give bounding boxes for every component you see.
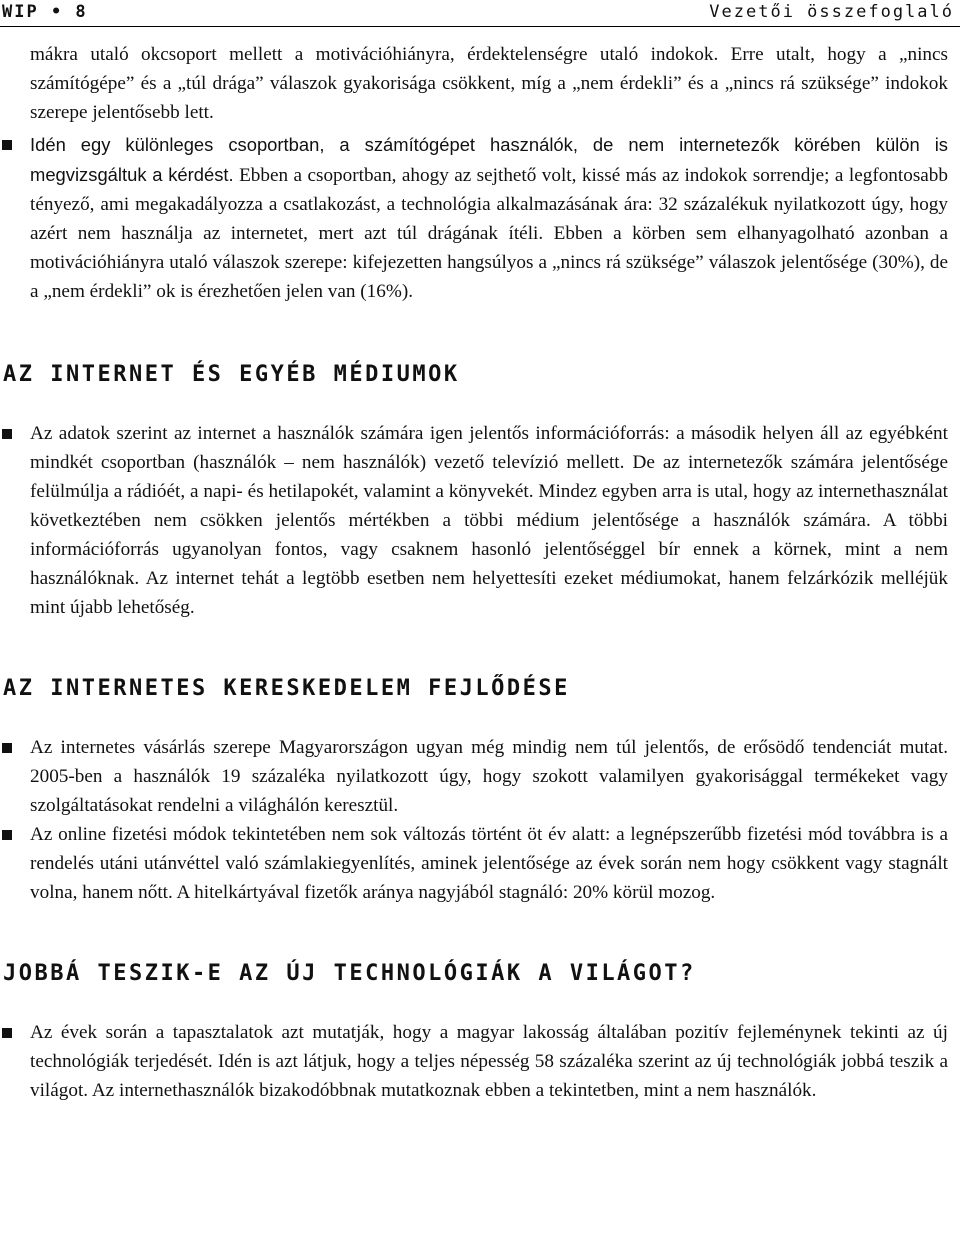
page-body: [3, 40, 948, 1105]
section2-bullet-1: [30, 733, 948, 820]
running-header: [0, 0, 960, 27]
bullet-text: Az adatok szerint az internet a használók számára igen jelentős információforrás: a második helyen áll az egyébként mindkét csoportban (használók – nem használók) vezető televízió mellett. De az internetezők számára jelentősége felülmúlja a rádióét, a napi- és hetilapokét, valamint a könyvekét. Mindez egyben arra is utal, hogy az internethasználat következtében nem csökken jelentős mértékben a többi médium jelentősége a használók számára. A többi információforrás ugyanolyan fontos, vagy csaknem hasonló jelentőséggel bír ennek a körnek, mint a nem használóknak. Az internet tehát a legtöbb esetben nem helyettesíti ezeket médiumokat, hanem felzárkózik melléjük mint újabb lehetőség.: [30, 423, 948, 618]
bullet-text: Az internetes vásárlás szerepe Magyarországon ugyan még mindig nem túl jelentős, de erősödő tendenciát mutat. 2005-ben a használók 19 százaléka nyilatkozott úgy, hogy szokott valamilyen gyakorisággal termékeket vagy szolgáltatásokat rendelni a világhálón keresztül.: [30, 737, 948, 816]
chapter-title-label: Vezetői összefoglaló: [709, 2, 954, 22]
section-title-internet-media: AZ INTERNET ÉS EGYÉB MÉDIUMOK: [3, 362, 460, 387]
bullet-serif-text: Ebben a csoportban, ahogy az sejthető volt, kissé más az indokok sorrendje; a legfontosabb tényező, ami megakadályozza a csatlakozást, a technológia alkalmazásának ára: 32 százalékuk nyilatkozott úgy, hogy azért nem használja az internetet, mert azt túl drágának ítéli. Ebben a körben sem elhanyagolható azonban a motivációhiányra utaló válaszok szerepe: kifejezetten hangsúlyos a „nincs rá szüksége” válaszok jelentősége (30%), de a „nem érdekli” ok is érezhetően jelen van (16%).: [30, 165, 948, 302]
bullet-sans-text: Idén egy különleges csoportban, a számítógépet használók, de nem internetezők körében külön is megvizsgáltuk a kérdést.: [30, 134, 948, 185]
square-bullet-icon: [2, 830, 12, 840]
intro-bullet: [30, 130, 948, 306]
square-bullet-icon: [2, 429, 12, 439]
bullet-text: Az online fizetési módok tekintetében nem sok változás történt öt év alatt: a legnépszerűbb fizetési mód továbbra is a rendelés utáni utánvéttel való számlakiegyenlítés, aminek jelentősége az évek során nem hogy csökkent vagy stagnált volna, hanem nőtt. A hitelkártyával fizetők aránya nagyjából stagnáló: 20% körül mozog.: [30, 824, 948, 903]
section2-bullet-2: [30, 820, 948, 907]
square-bullet-icon: [2, 140, 12, 150]
square-bullet-icon: [2, 1028, 12, 1038]
intro-paragraph: mákra utaló okcsoport mellett a motivációhiányra, érdektelenségre utaló indokok. Erre utalt, hogy a „nincs számítógépe” és a „túl drága” válaszok gyakorisága csökkent, míg a „nem érdekli” és a „nincs rá szüksége” indokok szerepe jelentősebb lett.: [30, 44, 948, 123]
section-title-new-technologies: JOBBÁ TESZIK-E AZ ÚJ TECHNOLÓGIÁK A VILÁGOT?: [3, 961, 696, 986]
section3-bullet-1: [30, 1018, 948, 1105]
section-title-ecommerce: AZ INTERNETES KERESKEDELEM FEJLŐDÉSE: [3, 676, 570, 701]
page-number-label: WIP • 8: [2, 2, 88, 22]
bullet-text: Az évek során a tapasztalatok azt mutatják, hogy a magyar lakosság általában pozitív fejleménynek tekinti az új technológiák terjedését. Idén is azt látjuk, hogy a teljes népesség 58 százaléka szerint az új technológiák jobbá teszik a világot. Az internethasználók bizakodóbbnak mutatkoznak ebben a tekintetben, mint a nem használók.: [30, 1022, 948, 1101]
section1-bullet-1: [30, 419, 948, 622]
square-bullet-icon: [2, 743, 12, 753]
